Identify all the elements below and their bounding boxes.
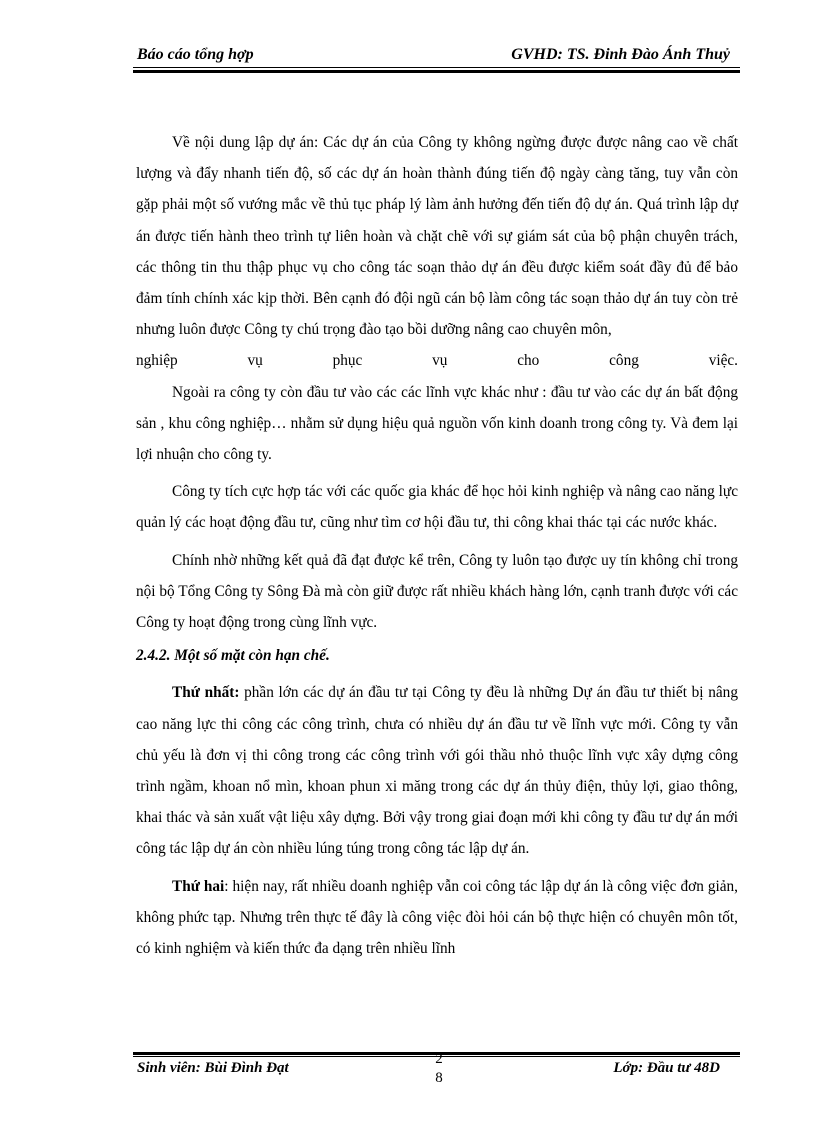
limitation-first-lead: Thứ nhất: [172,684,240,702]
paragraph-project-content-end: nghiệp vụ phục vụ cho công việc. [136,352,738,370]
limitation-first-text: phần lớn các dự án đầu tư tại Công ty đều là những Dự án đầu tư thiết bị nâng cao năng lực thi công các công trình, chưa có nhiều dự án đầu tư về lĩnh vực mới. Công ty vẫn chủ yếu là đơn vị thi công trong các công trình với gói thầu nhỏ thuộc lĩnh vực xây dựng công trình ngầm, khoan nổ mìn, khoan phun xi măng trong các dự án thủy điện, thủy lợi, giao thông, khai thác và sản xuất vật liệu xây dựng. Bởi vậy trong giai đoạn mới khi công ty đầu tư dự án mới công tác lập dự án còn nhiều lúng túng trong công tác lập dự án. [136,684,738,858]
document-body [136,127,738,964]
header-rule-thin [133,67,740,68]
paragraph-other-investments: Ngoài ra công ty còn đầu tư vào các các lĩnh vực khác như : đầu tư vào các dự án bất động sản , khu công nghiệp… nhằm sử dụng hiệu quả nguồn vốn kinh doanh trong công ty. Và đem lại lợi nhuận cho công ty. [136,383,738,464]
paragraph-reputation: Chính nhờ những kết quả đã đạt được kể trên, Công ty luôn tạo được uy tín không chỉ trong nội bộ Tổng Công ty Sông Đà mà còn giữ được rất nhiều khách hàng lớn, cạnh tranh được với các Công ty hoạt động trong cùng lĩnh vực. [136,551,738,632]
section-heading-limitations: 2.4.2. Một số mặt còn hạn chế. [136,647,330,665]
page-number-digit-1: 2 [435,1051,443,1067]
footer-student: Sinh viên: Bùi Đình Đạt [137,1060,289,1076]
paragraph-limitation-first [136,677,738,864]
paragraph-limitation-second [136,871,738,965]
page-number [429,1050,449,1088]
header-rule-thick [133,70,740,73]
header-supervisor: GVHD: TS. Đinh Đào Ánh Thuỷ [511,46,730,63]
limitation-second-lead: Thứ hai [172,877,225,895]
paragraph-project-content: Về nội dung lập dự án: Các dự án của Công ty không ngừng được được nâng cao về chất lượng và đẩy nhanh tiến độ, số các dự án hoàn thành đúng tiến độ ngày càng tăng, tuy vẫn còn gặp phải một số vướng mắc về thủ tục pháp lý làm ảnh hưởng đến tiến độ dự án. Quá trình lập dự án được tiến hành theo trình tự liên hoàn và chặt chẽ với sự giám sát của bộ phận chuyên trách, các thông tin thu thập phục vụ cho công tác soạn thảo dự án đều được kiểm soát đầy đủ để bảo đảm tính chính xác kịp thời. Bên cạnh đó đội ngũ cán bộ làm công tác soạn thảo dự án tuy còn trẻ nhưng luôn được Công ty chú trọng đào tạo bồi dưỡng nâng cao chuyên môn, [136,134,738,339]
paragraph-international-cooperation: Công ty tích cực hợp tác với các quốc gia khác để học hỏi kinh nghiệp và nâng cao năng lực quản lý các hoạt động đầu tư, cũng như tìm cơ hội đầu tư, thi công khai thác tại các nước khác. [136,483,738,532]
page-number-digit-2: 8 [435,1070,443,1086]
footer-class: Lớp: Đầu tư 48D [613,1060,720,1076]
header-report-title: Báo cáo tổng hợp [137,46,254,63]
page-footer [133,1051,740,1096]
limitation-second-text: : hiện nay, rất nhiều doanh nghiệp vẫn coi công tác lập dự án là công việc đơn giản, không phức tạp. Nhưng trên thực tế đây là công việc đòi hỏi cán bộ thực hiện có chuyên môn tốt, có kinh nghiệm và kiến thức đa dạng trên nhiều lĩnh [136,877,738,958]
